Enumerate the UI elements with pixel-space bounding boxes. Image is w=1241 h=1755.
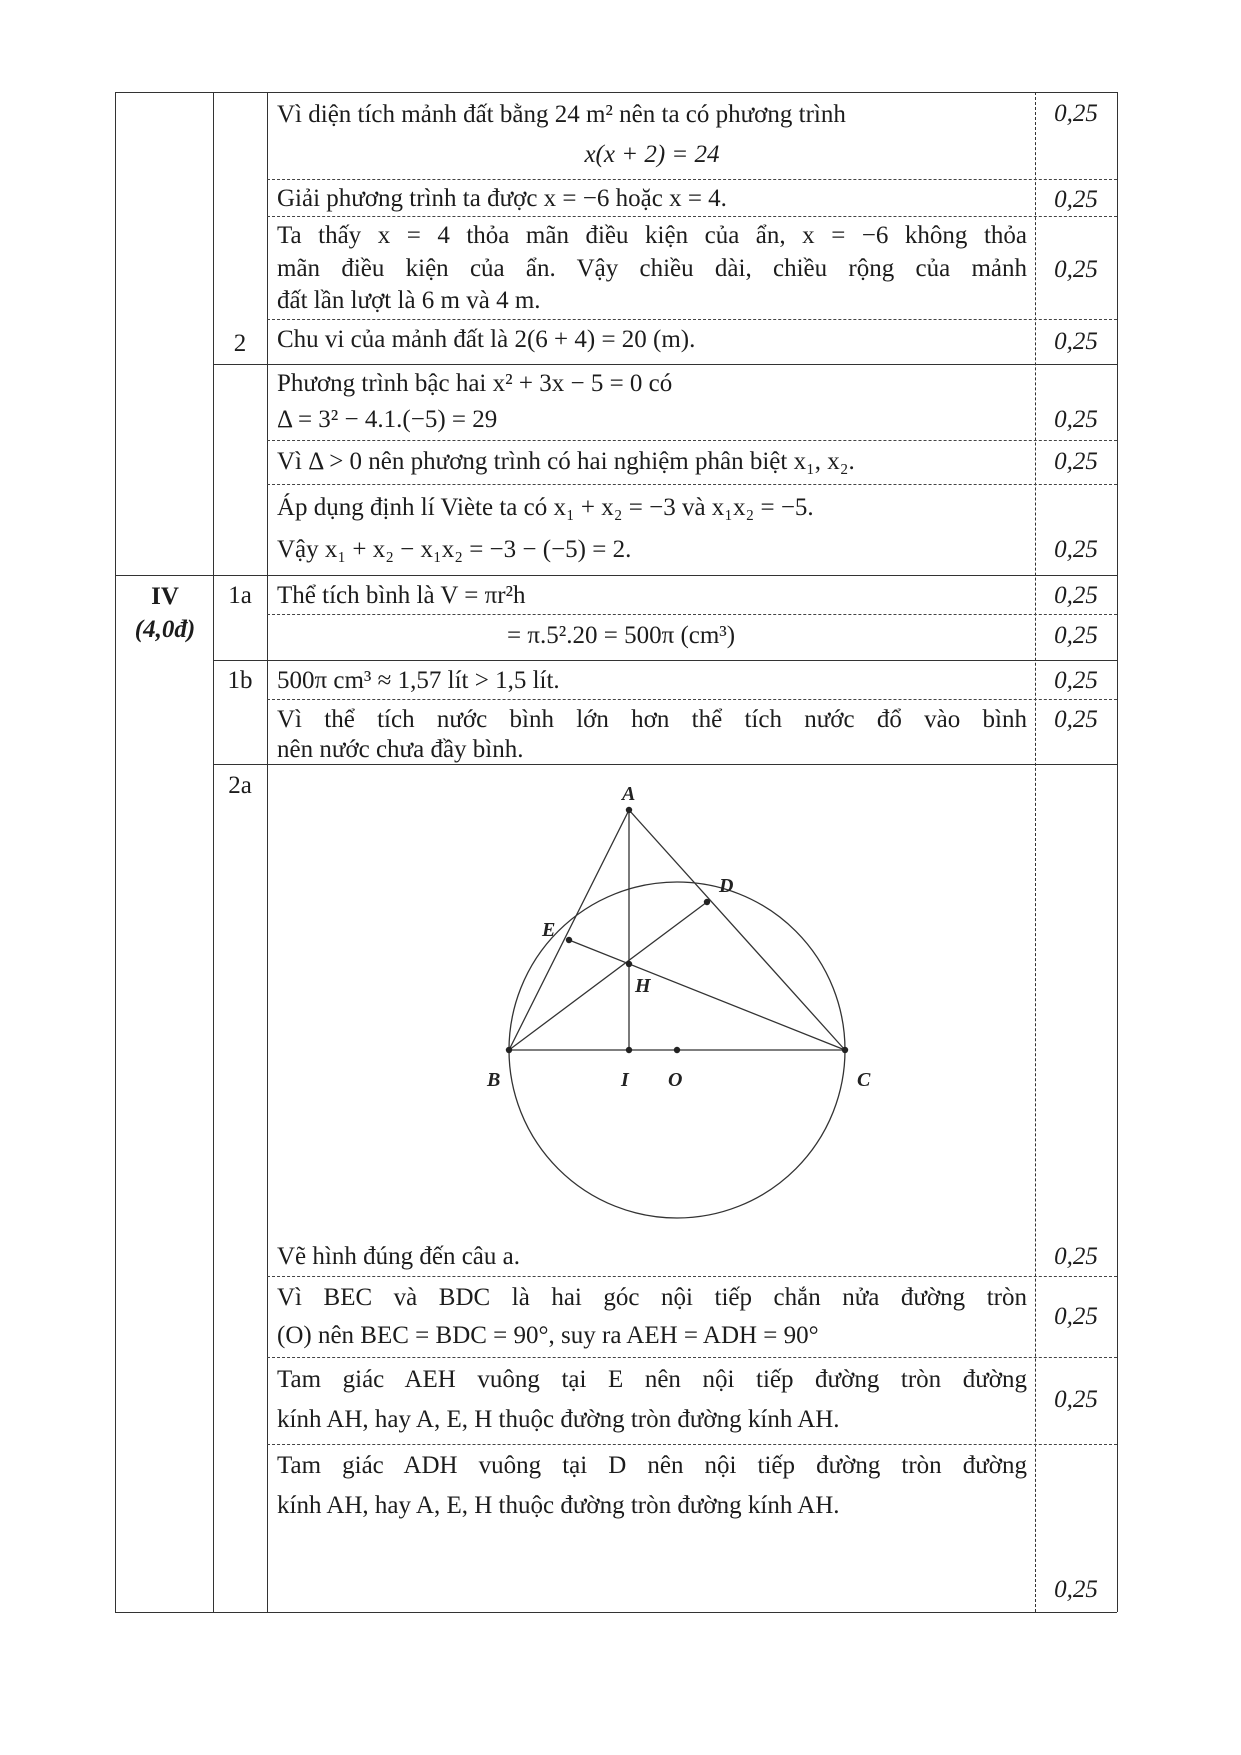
label-h: H <box>635 975 651 997</box>
row-6-line-1: Vậy x₁ + x₂ − x₁x₂ = −3 − (−5) = 2. <box>277 536 632 563</box>
row-2-line-1: mãn điều kiện của ẩn. Vậy chiều dài, chiều rộng của mảnh <box>277 255 1027 282</box>
row-sep <box>267 319 1117 320</box>
sub-label: 2a <box>228 772 252 799</box>
label-a: A <box>622 783 636 805</box>
row-sep <box>267 440 1117 441</box>
score: 0,25 <box>1054 582 1098 609</box>
score: 0,25 <box>1054 328 1098 355</box>
segment-ce <box>569 940 845 1050</box>
label-i: I <box>621 1069 629 1091</box>
row-3-line-0: Chu vi của mảnh đất là 2(6 + 4) = 20 (m). <box>277 326 696 353</box>
part-points: (4,0đ) <box>134 616 196 643</box>
table-border-left <box>115 92 116 1612</box>
row-4-line-0: Phương trình bậc hai x² + 3x − 5 = 0 có <box>277 370 673 397</box>
row-8-line-0: = π.5².20 = 500π (cm³) <box>507 622 736 649</box>
row-13-line-0: Tam giác AEH vuông tại E nên nội tiếp đường tròn đường <box>277 1366 1027 1393</box>
row-0-line-0: Vì diện tích mảnh đất bằng 24 m² nên ta có phương trình <box>277 101 846 128</box>
part-label: IV <box>151 583 179 610</box>
score: 0,25 <box>1054 706 1098 733</box>
row-7-line-0: Thể tích bình là V = πr²h <box>277 582 526 609</box>
segment-ac <box>629 810 845 1050</box>
score: 0,25 <box>1054 1303 1098 1330</box>
score: 0,25 <box>1054 536 1098 563</box>
row-12-line-1: (O) nên BEC = BDC = 90°, suy ra AEH = ADH = 90° <box>277 1322 819 1349</box>
label-c: C <box>857 1069 871 1091</box>
label-e: E <box>542 919 556 941</box>
score: 0,25 <box>1054 1386 1098 1413</box>
score: 0,25 <box>1054 256 1098 283</box>
row-sep <box>213 364 1117 365</box>
score: 0,25 <box>1054 186 1098 213</box>
row-2-line-0: Ta thấy x = 4 thỏa mãn điều kiện của ẩn, x = −6 không thỏa <box>277 222 1027 249</box>
row-14-line-0: Tam giác ADH vuông tại D nên nội tiếp đường tròn đường <box>277 1452 1027 1479</box>
row-1-line-0: Giải phương trình ta được x = −6 hoặc x = 4. <box>277 185 727 212</box>
score: 0,25 <box>1054 1243 1098 1270</box>
table-border-top <box>115 92 1117 93</box>
row-sep <box>115 575 1117 576</box>
row-10-line-1: nên nước chưa đầy bình. <box>277 736 524 763</box>
score: 0,25 <box>1054 406 1098 433</box>
table-border-col1 <box>213 92 214 1612</box>
sub-label: 1b <box>227 667 253 694</box>
segment-bd <box>509 902 707 1050</box>
label-b: B <box>487 1069 501 1091</box>
score: 0,25 <box>1054 667 1098 694</box>
sub-label: 2 <box>233 330 247 357</box>
label-o: O <box>668 1069 683 1091</box>
point-o <box>674 1047 680 1053</box>
row-sep <box>267 1276 1117 1277</box>
row-sep <box>267 1444 1117 1445</box>
row-sep <box>267 484 1117 485</box>
row-9-line-0: 500π cm³ ≈ 1,57 lít > 1,5 lít. <box>277 667 560 694</box>
segment-ab <box>509 810 629 1050</box>
row-0-line-1: x(x + 2) = 24 <box>584 141 720 168</box>
point-d <box>704 899 710 905</box>
point-e <box>566 937 572 943</box>
point-a <box>626 807 632 813</box>
row-13-line-1: kính AH, hay A, E, H thuộc đường tròn đường kính AH. <box>277 1406 840 1433</box>
point-c <box>842 1047 848 1053</box>
label-d: D <box>719 875 734 897</box>
score: 0,25 <box>1054 622 1098 649</box>
row-sep <box>213 660 1117 661</box>
row-11-line-0: Vẽ hình đúng đến câu a. <box>277 1243 520 1270</box>
row-12-line-0: Vì BEC và BDC là hai góc nội tiếp chắn nửa đường tròn <box>277 1284 1027 1311</box>
row-14-line-1: kính AH, hay A, E, H thuộc đường tròn đường kính AH. <box>277 1492 840 1519</box>
point-h <box>626 961 632 967</box>
row-sep <box>267 179 1117 180</box>
row-sep <box>267 614 1117 615</box>
table-border-right <box>1117 92 1118 1612</box>
score: 0,25 <box>1054 448 1098 475</box>
row-5-line-0: Vì Δ > 0 nên phương trình có hai nghiệm phân biệt x₁, x₂. <box>277 448 855 475</box>
sub-label: 1a <box>228 582 252 609</box>
answer-table <box>115 92 1117 1612</box>
row-6-line-0: Áp dụng định lí Viète ta có x₁ + x₂ = −3 và x₁x₂ = −5. <box>277 494 814 521</box>
row-sep <box>267 699 1117 700</box>
row-2-line-2: đất lần lượt là 6 m và 4 m. <box>277 287 541 314</box>
point-i <box>626 1047 632 1053</box>
row-sep <box>267 1357 1117 1358</box>
point-b <box>506 1047 512 1053</box>
row-4-line-1: Δ = 3² − 4.1.(−5) = 29 <box>277 406 498 433</box>
row-10-line-0: Vì thể tích nước bình lớn hơn thể tích nước đổ vào bình <box>277 706 1027 733</box>
score: 0,25 <box>1054 1576 1098 1603</box>
score: 0,25 <box>1054 100 1098 127</box>
table-border-bottom <box>115 1612 1117 1613</box>
geometry-figure <box>267 764 1035 1276</box>
